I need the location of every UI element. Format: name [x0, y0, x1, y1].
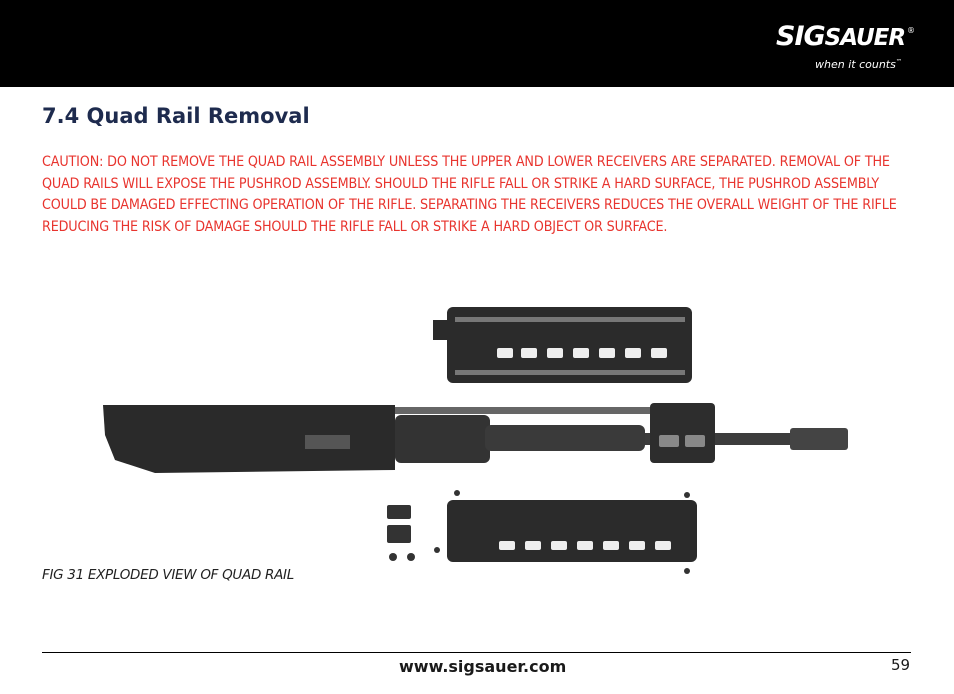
- caution-text: CAUTION: DO NOT REMOVE THE QUAD RAIL ASSEMBLY UNLESS THE UPPER AND LOWER RECEIVERS ARE SEPARATED. REMOVAL OF THE QUAD RAILS WILL EXPOSE THE PUSHROD ASSEMBLY. SHOULD THE RIFLE FALL OR STRIKE A HARD SURFACE, THE PUSHROD ASSEMBLY COULD BE DAMAGED EFFECTING OPERATION OF THE RIFLE. SEPARATING THE RECEIVERS REDUCES THE OVERALL WEIGHT OF THE RIFLE REDUCING THE RISK OF DAMAGE SHOULD THE RIFLE FALL OR STRIKE A HARD OBJECT OR SURFACE.: [42, 154, 897, 235]
- footer-website-url[interactable]: www.sigsauer.com: [399, 657, 567, 676]
- quad-rail-exploded-view-illustration: [95, 295, 875, 585]
- logo-tagline: when it counts™: [815, 58, 902, 71]
- logo-registered-mark: ®: [907, 26, 915, 35]
- upper-receiver-and-barrel: [103, 403, 848, 473]
- upper-quad-rail: [433, 307, 692, 383]
- sig-sauer-logo: [776, 20, 916, 80]
- logo-wordmark: SIGSAUER: [776, 21, 906, 52]
- page-header: [0, 0, 954, 87]
- lower-quad-rail: [447, 492, 697, 574]
- footer-divider: [42, 652, 911, 653]
- figure-caption: FIG 31 EXPLODED VIEW OF QUAD RAIL: [42, 567, 294, 583]
- section-title: 7.4 Quad Rail Removal: [42, 104, 310, 128]
- page-number: 59: [891, 656, 911, 674]
